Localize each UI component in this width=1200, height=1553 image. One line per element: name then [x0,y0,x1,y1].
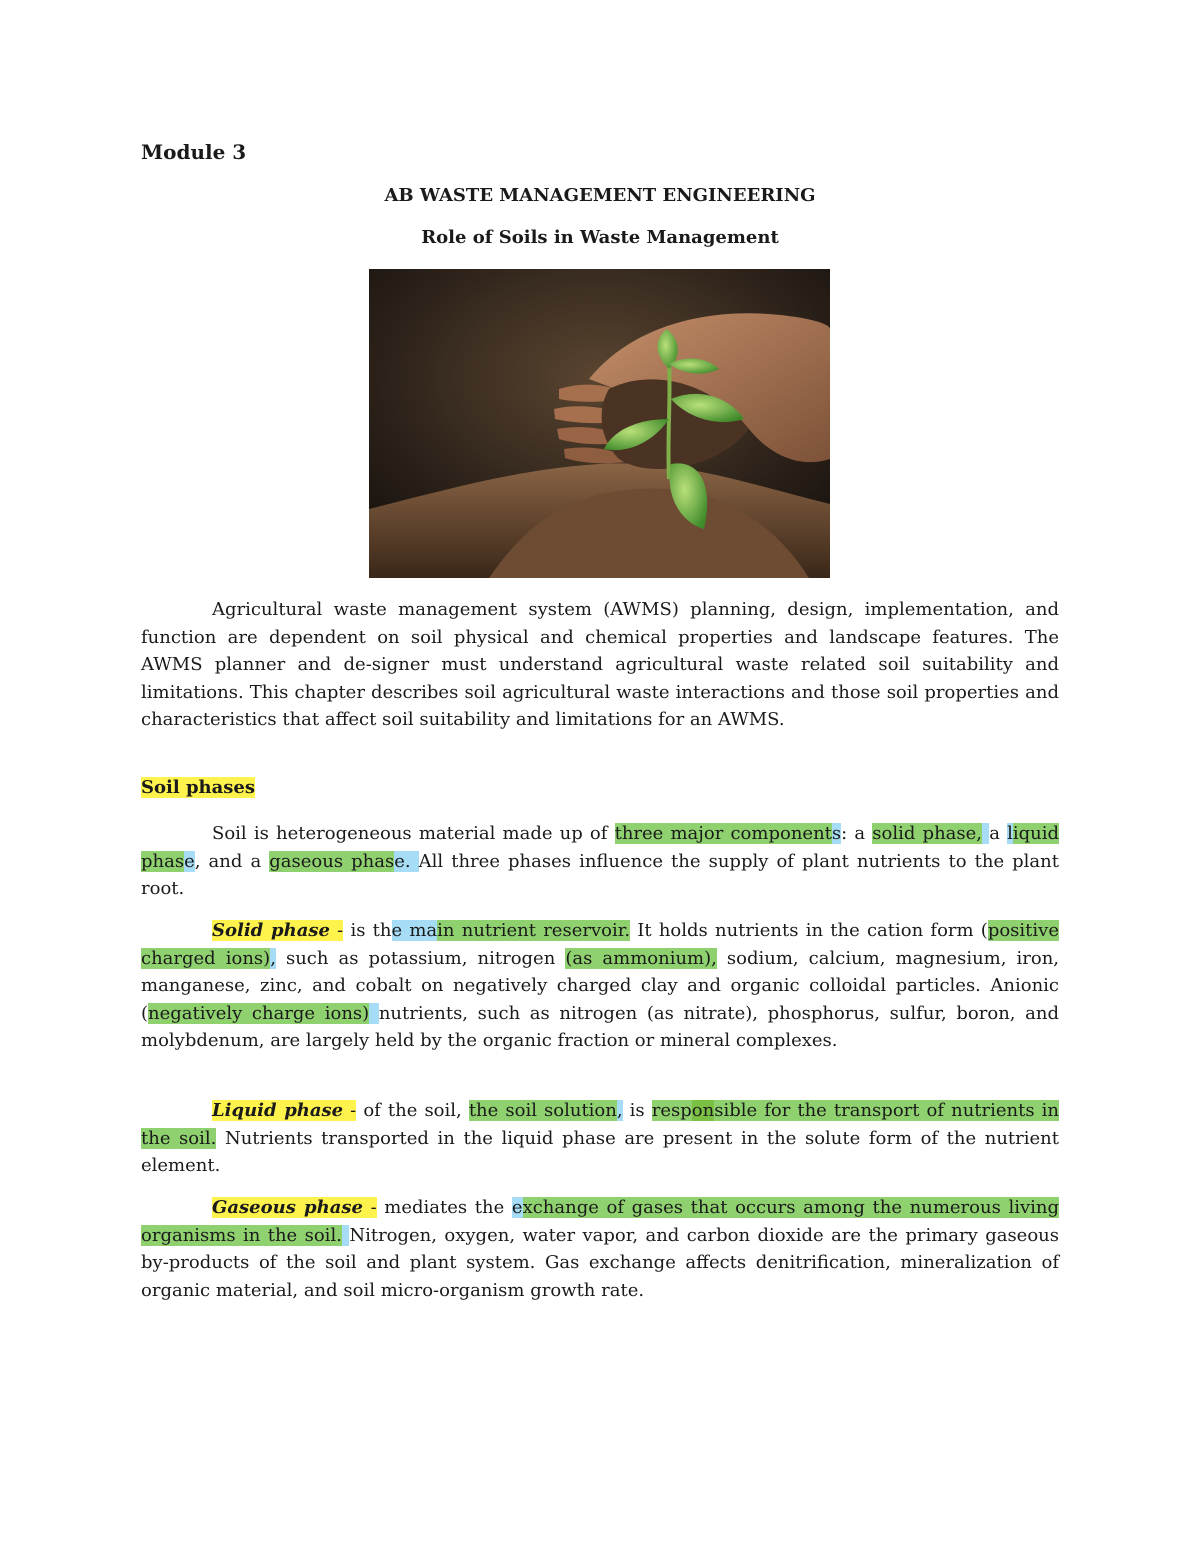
highlight: on [691,1100,715,1121]
liquid-phase-paragraph [141,1097,1059,1180]
course-title: AB WASTE MANAGEMENT ENGINEERING [384,185,816,206]
highlight: xchange of gases that occurs among the numerous living organisms in the soil. [141,1197,1059,1246]
text: It holds nutrients in the cation form ( [630,920,988,941]
highlight: (as ammonium), [565,947,717,969]
gaseous-phase-term: Gaseous phase [212,1197,363,1218]
highlight: the soil solution [468,1100,617,1121]
module-label: Module 3 [141,140,247,164]
highlight: e [511,1197,523,1218]
text: mediates the [376,1197,512,1218]
solid-phase-paragraph [141,917,1059,1055]
highlight: l [1007,823,1013,844]
soil-phases-paragraph [141,820,1059,903]
highlight: gaseous phas [269,850,395,872]
highlight: , [616,1100,623,1121]
text: such as potassium, nitrogen [275,947,566,969]
highlight: positive charged ions) [141,920,1059,969]
seedling-in-hand-photo [369,269,830,578]
text: Nitrogen, oxygen, water vapor, and carbon dioxide are the primary gaseous by-products of the soil and plant system. Gas exchange affects denitrification, mineralization of organic material, and soil micro-organism growth rate. [141,1224,1060,1301]
text: Soil is heterogeneous material made up of [212,823,615,844]
text: is th [343,920,392,941]
highlight: negatively charge ions) [148,1002,370,1024]
highlight: solid phase, [872,823,983,844]
highlight [369,1003,379,1024]
text: Nutrients transported in the liquid phase are present in the solute form of the nutrient element. [141,1127,1059,1176]
highlight: iquid phas [141,823,1060,872]
highlight: e ma [391,920,438,941]
term-dash: - [343,1100,357,1121]
text: a [989,823,1008,844]
highlight: sible for the transport of nutrients in the soil. [141,1100,1060,1149]
document-title: Role of Soils in Waste Management [421,227,779,248]
highlight: , [270,947,276,969]
text: : a [841,823,873,844]
highlight: three major component [614,823,832,844]
highlight: e. [394,850,419,872]
text: of the soil, [356,1100,469,1121]
section-heading-soil-phases: Soil phases [141,777,256,798]
term-dash: - [329,920,344,941]
highlight: in nutrient reservoir. [437,920,631,941]
text: , and a [194,850,270,872]
text: nutrients, such as nitrogen (as nitrate), phosphorus, sulfur, boron, and molybdenum, are largely held by the organic fraction or mineral complexes. [141,1002,1059,1051]
intro-paragraph: Agricultural waste management system (AWMS) planning, design, implementation, and function are dependent on soil physical and chemical properties and landscape features. The AWMS planner and de-signer must understand agricultural waste related soil suitability and limitations. This chapter describes soil agricultural waste interactions and those soil properties and characteristics that affect soil suitability and limitations for an AWMS. [141,599,1059,730]
term-dash: - [362,1197,377,1218]
text: All three phases influence the supply of plant nutrients to the plant root. [141,850,1059,899]
gaseous-phase-paragraph [141,1194,1059,1304]
highlight: resp [651,1100,692,1121]
highlight: s [831,823,842,844]
highlight: e [184,850,195,872]
text: is [622,1100,652,1121]
solid-phase-term: Solid phase [212,920,330,941]
liquid-phase-term: Liquid phase [212,1100,344,1121]
text: sodium, calcium, magnesium, iron, manganese, zinc, and cobalt on negatively charged clay and organic colloidal particles. Anionic ( [141,947,1060,1024]
